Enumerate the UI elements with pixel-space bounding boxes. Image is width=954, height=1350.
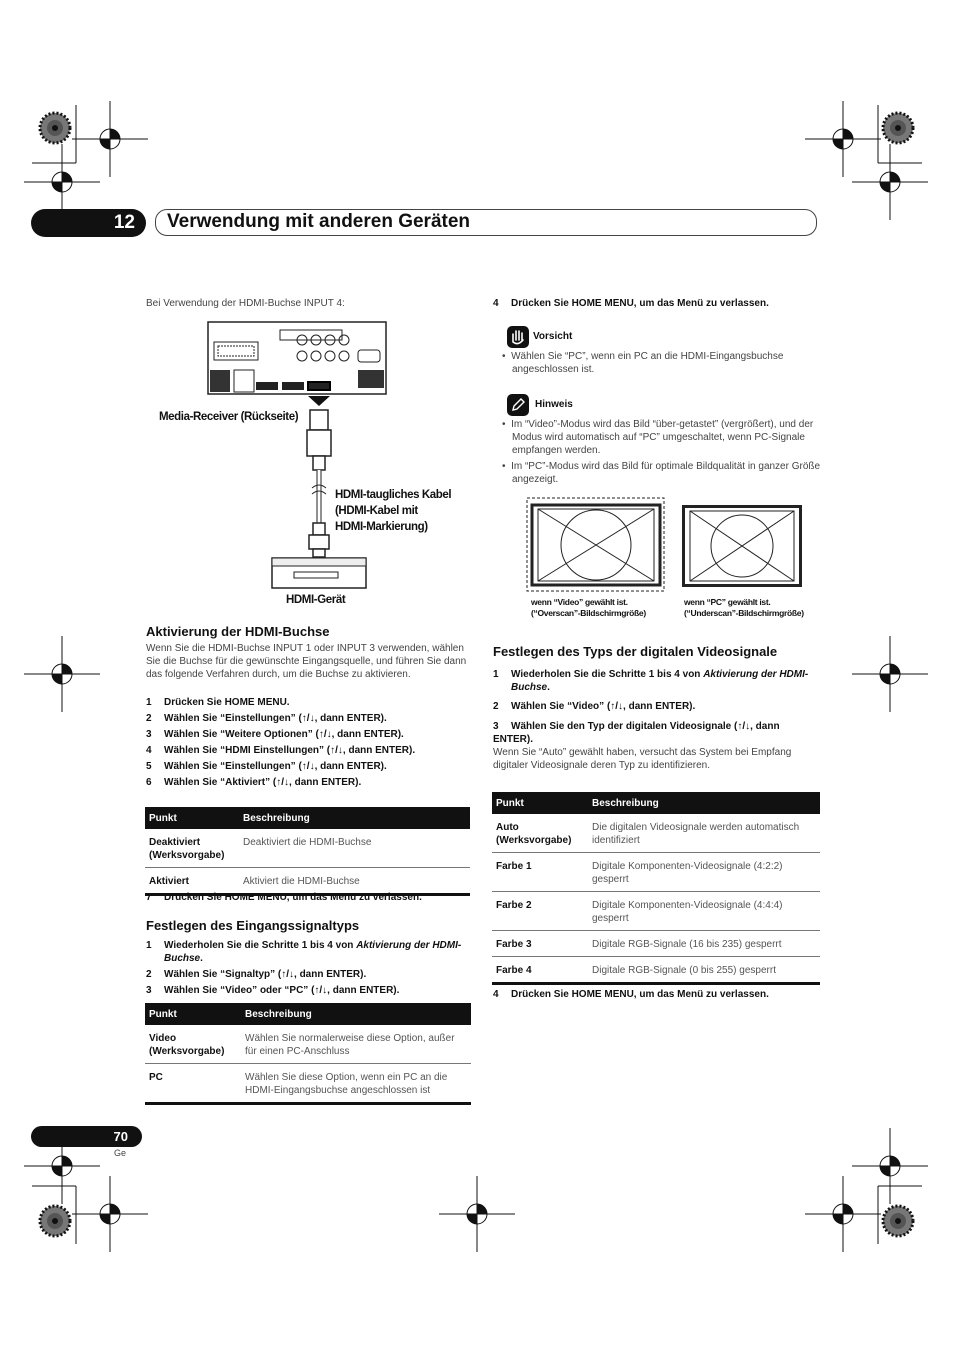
note-bullet: • Im “Video”-Modus wird das Bild “über-getastet” (vergrößert), und der Modus wird automatisch auf “PC” umgeschaltet, wenn PC-Signale empfangen werden. <box>502 419 814 456</box>
col-header-description: Beschreibung <box>239 807 470 829</box>
cable-label-line3: HDMI-Markierung) <box>335 521 428 533</box>
table-row: Deaktiviert (Werksvorgabe) Deaktiviert die HDMI-Buchse <box>145 829 470 868</box>
step: 5 Wählen Sie “Einstellungen” (↑/↓, dann ENTER). <box>146 761 387 772</box>
section-heading-signal-type: Festlegen des Eingangssignaltyps <box>146 918 360 933</box>
caution-hand-icon <box>507 326 529 348</box>
table-row: PC Wählen Sie diese Option, wenn ein PC an die HDMI-Eingangsbuchse angeschlossen ist <box>145 1064 471 1104</box>
receiver-label: Media-Receiver (Rückseite) <box>159 411 299 423</box>
cable-label-line2: (HDMI-Kabel mit <box>335 505 418 517</box>
section-heading-digital-video: Festlegen des Typs der digitalen Videosignale <box>493 644 778 659</box>
language-code: Ge <box>114 1148 127 1158</box>
step: 1 Drücken Sie HOME MENU. <box>146 697 290 708</box>
cable-label-line1: HDMI-taugliches Kabel <box>335 489 452 501</box>
col-header-item: Punkt <box>145 807 239 829</box>
overscan-caption: wenn “Video” gewählt ist. (“Overscan”-Bildschirmgröße) <box>531 597 646 618</box>
step: 4 Wählen Sie “HDMI Einstellungen” (↑/↓, dann ENTER). <box>146 745 416 756</box>
step: 6 Wählen Sie “Aktiviert” (↑/↓, dann ENTER). <box>146 777 362 788</box>
step: 2 Wählen Sie “Video” (↑/↓, dann ENTER). <box>493 701 696 712</box>
underscan-screen-diagram <box>682 505 802 587</box>
step: 2 Wählen Sie “Signaltyp” (↑/↓, dann ENTER). <box>146 969 367 980</box>
table-row: Farbe 2 Digitale Komponenten-Videosignale (4:4:4) gesperrt <box>492 892 820 931</box>
col-header-description: Beschreibung <box>241 1003 471 1025</box>
signal-type-steps <box>146 968 476 997</box>
table-row: Farbe 4 Digitale RGB-Signale (0 bis 255) gesperrt <box>492 957 820 984</box>
signal-type-table <box>145 1003 471 1105</box>
section-activation-body: Wenn Sie die HDMI-Buchse INPUT 1 oder INPUT 3 verwenden, wählen Sie die Buchse für die gewünschte Eingangsquelle, und führen Sie dann das folgende Verfahren durch, um die Buchse zu aktivieren. <box>146 643 467 680</box>
caution-bullet: • Wählen Sie “PC”, wenn ein PC an die HDMI-Eingangsbuchse angeschlossen ist. <box>502 351 784 375</box>
table-row: Farbe 1 Digitale Komponenten-Videosignale (4:2:2) gesperrt <box>492 853 820 892</box>
step: 1 Wiederholen Sie die Schritte 1 bis 4 von Aktivierung der HDMI-Buchse. <box>493 669 809 693</box>
step: 3 Wählen Sie den Typ der digitalen Videosignale (↑/↓, dann ENTER). <box>493 721 780 745</box>
step: 4 Drücken Sie HOME MENU, um das Menü zu verlassen. <box>493 298 769 309</box>
activation-table <box>145 807 470 896</box>
col-header-item: Punkt <box>492 792 588 814</box>
step: 3 Wählen Sie “Video” oder “PC” (↑/↓, dann ENTER). <box>146 985 400 996</box>
col-header-description: Beschreibung <box>588 792 820 814</box>
note-bullet: • Im “PC”-Modus wird das Bild für optimale Bildqualität in ganzer Größe angezeigt. <box>502 461 821 485</box>
table-row: Auto (Werksvorgabe) Die digitalen Videosignale werden automatisch identifiziert <box>492 814 820 853</box>
table-row: Aktiviert Aktiviert die HDMI-Buchse <box>145 868 470 895</box>
section-heading-activation: Aktivierung der HDMI-Buchse <box>146 624 330 639</box>
table-row: Video (Werksvorgabe) Wählen Sie normalerweise diese Option, außer für einen PC-Anschluss <box>145 1025 471 1064</box>
page-number: 70 <box>31 1126 142 1147</box>
device-label: HDMI-Gerät <box>286 594 346 606</box>
step: 2 Wählen Sie “Einstellungen” (↑/↓, dann ENTER). <box>146 713 387 724</box>
note-pencil-icon <box>507 394 529 416</box>
underscan-caption: wenn “PC” gewählt ist. (“Underscan”-Bildschirmgröße) <box>684 597 804 618</box>
digital-video-table <box>492 792 820 985</box>
chapter-title: Verwendung mit anderen Geräten <box>167 211 471 232</box>
section-digital-video-body: Wenn Sie “Auto” gewählt haben, versucht das System bei Empfang digitaler Videosignale deren Typ zu identifizieren. <box>493 747 792 771</box>
step: 1 Wiederholen Sie die Schritte 1 bis 4 von Aktivierung der HDMI-Buchse. <box>146 940 462 964</box>
step: 7 Drücken Sie HOME MENU, um das Menü zu verlassen. <box>146 892 422 903</box>
caution-title: Vorsicht <box>533 331 573 342</box>
table-row: Farbe 3 Digitale RGB-Signale (16 bis 235) gesperrt <box>492 931 820 957</box>
overscan-screen-diagram <box>526 497 666 593</box>
chapter-number: 12 <box>31 209 146 237</box>
step: 3 Wählen Sie “Weitere Optionen” (↑/↓, dann ENTER). <box>146 729 404 740</box>
intro-text: Bei Verwendung der HDMI-Buchse INPUT 4: <box>146 298 345 309</box>
activation-steps <box>146 696 476 792</box>
step: 4 Drücken Sie HOME MENU, um das Menü zu verlassen. <box>493 989 769 1000</box>
hdmi-connection-diagram <box>200 318 400 598</box>
note-title: Hinweis <box>535 399 573 410</box>
col-header-item: Punkt <box>145 1003 241 1025</box>
